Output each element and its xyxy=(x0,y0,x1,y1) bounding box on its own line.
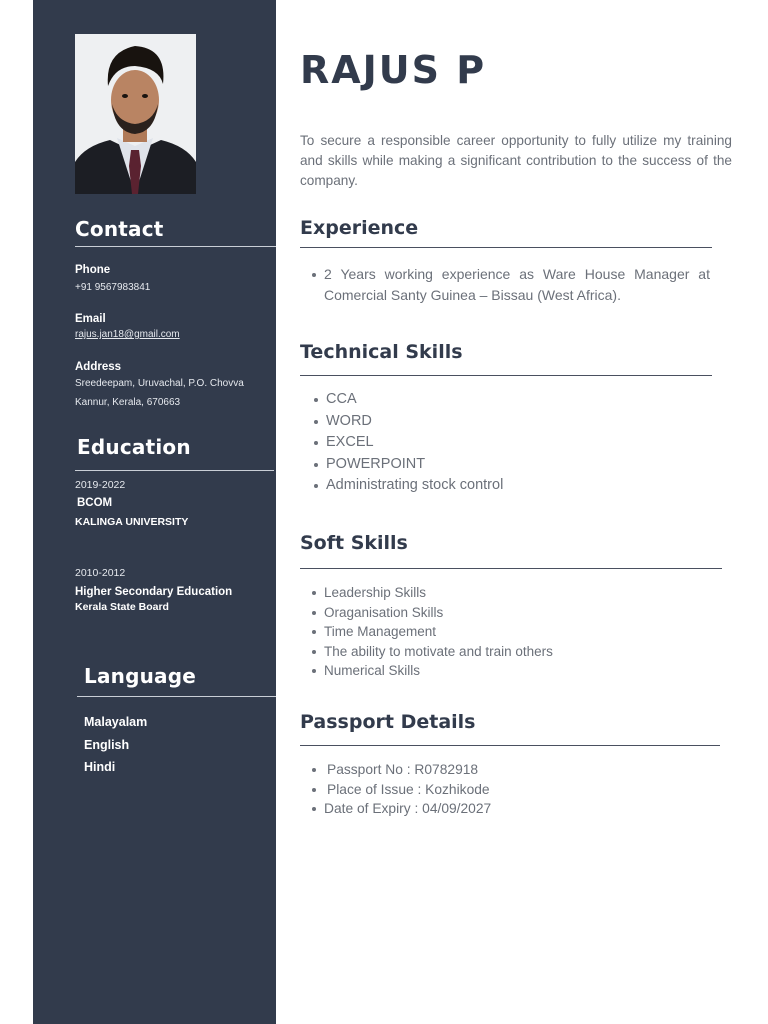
education-degree: Higher Secondary Education xyxy=(75,586,233,598)
education-entry xyxy=(75,567,232,613)
technical-skill-item: EXCEL xyxy=(312,432,712,454)
profile-photo xyxy=(75,34,196,194)
technical-skills-heading: Technical Skills xyxy=(300,341,463,363)
passport-item: Place of Issue : Kozhikode xyxy=(310,780,730,800)
soft-skills-list xyxy=(310,583,730,681)
language-divider xyxy=(77,696,276,697)
phone-value: +91 9567983841 xyxy=(75,282,151,293)
language-heading: Language xyxy=(84,664,197,688)
education-school: Kerala State Board xyxy=(75,601,169,613)
email-link[interactable]: rajus.jan18@gmail.com xyxy=(75,329,180,340)
soft-skill-item: The ability to motivate and train others xyxy=(310,642,730,662)
technical-skills-divider xyxy=(300,375,712,376)
experience-heading: Experience xyxy=(300,217,419,239)
sidebar xyxy=(33,0,276,1024)
education-degree: BCOM xyxy=(77,497,113,509)
soft-skill-item: Oraganisation Skills xyxy=(310,603,730,623)
soft-skill-item: Leadership Skills xyxy=(310,583,730,603)
language-item: Malayalam xyxy=(84,715,148,729)
soft-skill-item: Numerical Skills xyxy=(310,661,730,681)
experience-divider xyxy=(300,247,712,248)
education-years: 2010-2012 xyxy=(75,567,126,579)
experience-list xyxy=(310,264,710,306)
education-heading: Education xyxy=(77,435,191,459)
passport-heading: Passport Details xyxy=(300,711,476,733)
soft-skills-heading: Soft Skills xyxy=(300,532,408,554)
education-divider xyxy=(75,470,274,471)
soft-skill-item: Time Management xyxy=(310,622,730,642)
career-objective: To secure a responsible career opportunity to fully utilize my training and skills while making a significant contribution to the success of the company. xyxy=(300,133,732,188)
technical-skill-item: WORD xyxy=(312,411,712,433)
education-years: 2019-2022 xyxy=(75,479,126,491)
technical-skill-item: POWERPOINT xyxy=(312,454,712,476)
contact-heading: Contact xyxy=(75,217,164,241)
language-list xyxy=(84,713,147,781)
technical-skills-list xyxy=(312,389,712,497)
contact-divider xyxy=(75,246,276,247)
education-entry xyxy=(75,479,188,528)
address-label: Address xyxy=(75,361,122,373)
passport-list xyxy=(310,760,730,819)
language-item: English xyxy=(84,737,130,752)
phone-label: Phone xyxy=(75,264,111,276)
email-label: Email xyxy=(75,313,106,325)
person-portrait-icon xyxy=(75,34,196,194)
education-school: KALINGA UNIVERSITY xyxy=(75,516,189,528)
candidate-name: RAJUS P xyxy=(300,48,487,92)
technical-skill-item: CCA xyxy=(312,389,712,411)
passport-divider xyxy=(300,745,720,746)
address-line-2: Kannur, Kerala, 670663 xyxy=(75,397,181,408)
address-line-1: Sreedeepam, Uruvachal, P.O. Chovva xyxy=(75,378,244,389)
passport-item: Date of Expiry : 04/09/2027 xyxy=(310,799,730,819)
technical-skill-item: Administrating stock control xyxy=(312,475,712,497)
experience-item: 2 Years working experience as Ware House Manager at Comercial Santy Guinea – Bissau (West Africa). xyxy=(310,264,710,306)
language-item: Hindi xyxy=(84,760,116,774)
passport-item: Passport No : R0782918 xyxy=(310,760,730,780)
soft-skills-divider xyxy=(300,568,722,569)
